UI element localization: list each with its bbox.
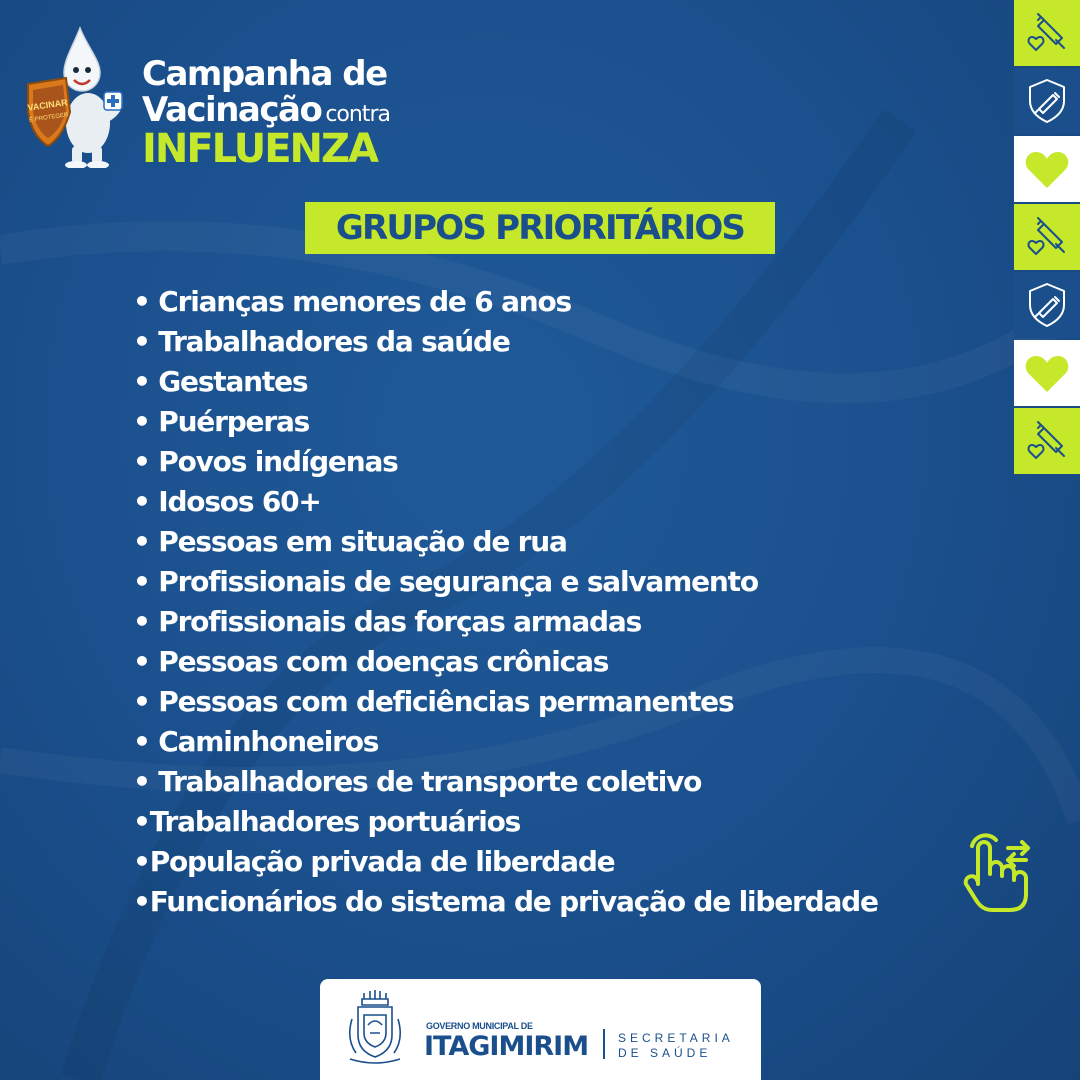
gov-label: GOVERNO MUNICIPAL DE (426, 1021, 533, 1031)
dept-name-line1: SECRETARIA (618, 1031, 734, 1045)
list-item: •Funcionários do sistema de privação de liberdade (133, 885, 878, 918)
heart-icon (1014, 136, 1080, 202)
syringe-heart-icon (1014, 408, 1080, 474)
shield-syringe-icon (1014, 272, 1080, 338)
list-item: • Povos indígenas (133, 445, 398, 478)
list-item: • Profissionais das forças armadas (133, 605, 642, 638)
priority-groups-list (133, 282, 878, 922)
list-item: •População privada de liberdade (133, 845, 615, 878)
svg-text:VACINAR: VACINAR (26, 97, 69, 113)
list-item: •Trabalhadores portuários (133, 805, 521, 838)
swipe-hand-icon[interactable] (958, 828, 1034, 914)
syringe-heart-icon (1014, 204, 1080, 270)
list-item: • Crianças menores de 6 anos (133, 285, 572, 318)
logo-contra-word: contra (325, 102, 390, 127)
list-item: • Pessoas em situação de rua (133, 525, 567, 558)
droplet-mascot-icon (22, 18, 142, 168)
city-name: ITAGIMIRIM (424, 1031, 589, 1062)
logo-line-campaign: Campanha de (142, 54, 387, 94)
list-item: • Idosos 60+ (133, 485, 321, 518)
svg-text:É PROTEGER: É PROTEGER (28, 112, 69, 124)
list-item: • Trabalhadores de transporte coletivo (133, 765, 702, 798)
shield-syringe-icon (1014, 68, 1080, 134)
logo-line-vaccination (142, 90, 390, 130)
list-item: • Trabalhadores da saúde (133, 325, 510, 358)
list-item: • Pessoas com deficiências permanentes (133, 685, 734, 718)
footer-divider (603, 1029, 605, 1059)
list-item: • Gestantes (133, 365, 308, 398)
heart-icon (1014, 340, 1080, 406)
footer-banner (320, 979, 761, 1080)
list-item: • Profissionais de segurança e salvamento (133, 565, 758, 598)
page-title: GRUPOS PRIORITÁRIOS (335, 208, 745, 248)
logo-vaccination-word: Vacinação (142, 90, 322, 130)
syringe-heart-icon (1014, 0, 1080, 66)
logo-line-influenza: INFLUENZA (142, 126, 377, 172)
list-item: • Pessoas com doenças crônicas (133, 645, 609, 678)
dept-name-line2: DE SAÚDE (618, 1046, 712, 1060)
coat-of-arms-icon (342, 989, 408, 1067)
list-item: • Puérperas (133, 405, 310, 438)
decorative-icon-strip (1014, 0, 1080, 476)
title-banner (305, 202, 775, 254)
list-item: • Caminhoneiros (133, 725, 379, 758)
campaign-logo (22, 18, 422, 178)
